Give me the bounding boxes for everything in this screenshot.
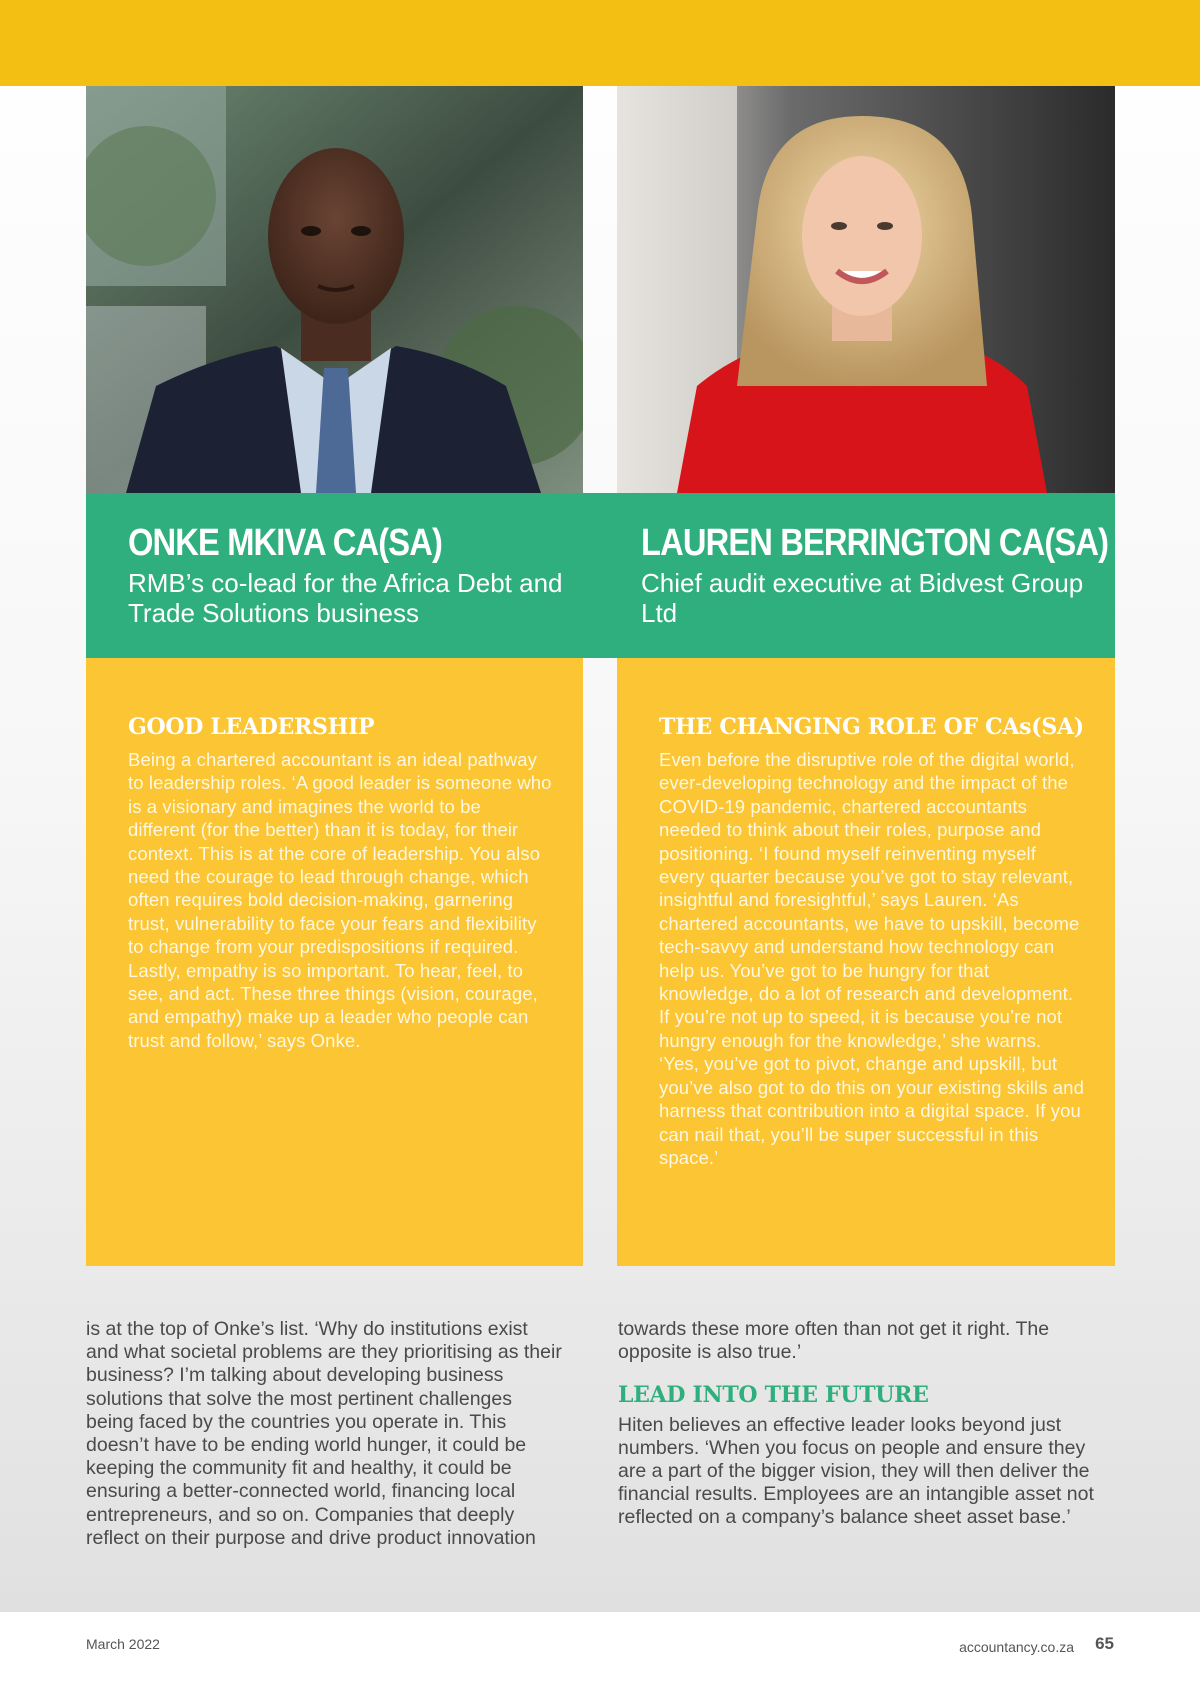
person-name: LAUREN BERRINGTON CA(SA) (641, 522, 1109, 564)
quote-box-changing-role (617, 658, 1115, 1266)
quote-box-good-leadership (86, 658, 583, 1266)
box-heading: THE CHANGING ROLE OF CAs(SA) (659, 714, 1084, 740)
body-paragraph: Hiten believes an effective leader looks beyond just numbers. ‘When you focus on people and ensure they are a part of the bigger vision, they will then deliver the financial results. Employees are an intangible asset not reflected on a company’s balance sheet asset base.’ (618, 1413, 1094, 1529)
website-link[interactable]: accountancy.co.za (959, 1639, 1074, 1655)
name-band (86, 493, 1115, 658)
box-text: Even before the disruptive role of the digital world, ever-developing technology and the impact of the COVID-19 pandemic, chartered accountants needed to think about their roles, purpose and positioning. ‘I found myself reinventing myself every quarter because you’ve got to stay relevant, insightful and foresightful,’ says Lauren. ‘As chartered accountants, we have to upskill, become tech-savvy and understand how technology can help us. You’ve got to be hungry for that knowledge, do a lot of research and development. If you’re not up to speed, it is because you’re not hungry enough for the knowledge,’ she warns. ‘Yes, you’ve got to pivot, change and upskill, but you’ve also got to do this on your existing skills and harness that contribution into a digital space. If you can nail that, you’ll be super successful in this space.’ (659, 749, 1084, 1168)
profile-lauren (641, 522, 1109, 628)
photo-onke-mkiva (86, 86, 583, 493)
box-text: Being a chartered accountant is an ideal pathway to leadership roles. ‘A good leader is someone who is a visionary and imagines the world to be different (for the better) than it is today, for their context. This is at the core of leadership. You also need the courage to lead through change, which often requires bold decision-making, garnering trust, vulnerability to face your fears and flexibility to change from your predispositions if required. Lastly, empathy is so important. To hear, feel, to see, and act. These three things (vision, courage, and empathy) make up a leader who people can trust and follow,’ says Onke. (128, 749, 552, 1051)
body-paragraph: towards these more often than not get it right. The opposite is also true.’ (618, 1318, 1050, 1364)
page-footer (0, 1612, 1200, 1696)
page-number: 65 (1095, 1634, 1114, 1653)
person-name: ONKE MKIVA CA(SA) (128, 522, 442, 564)
body-column-left (86, 1318, 564, 1550)
profile-onke (128, 522, 598, 628)
body-column-right (618, 1318, 1118, 1530)
body-paragraph: is at the top of Onke’s list. ‘Why do institutions exist and what societal problems are they prioritising as their business? I’m talking about developing business solutions that solve the most pertinent challenges being faced by the countries you operate in. This doesn’t have to be ending world hunger, it could be keeping the community fit and healthy, it could be ensuring a better-connected world, financing local entrepreneurs, and so on. Companies that deeply reflect on their purpose and drive product innovation (86, 1318, 562, 1549)
issue-date: March 2022 (86, 1636, 160, 1652)
person-role: RMB’s co-lead for the Africa Debt and Trade Solutions business (128, 568, 563, 628)
section-heading: LEAD INTO THE FUTURE (618, 1382, 929, 1409)
top-color-band (0, 0, 1200, 86)
photo-lauren-berrington (617, 86, 1115, 493)
person-role: Chief audit executive at Bidvest Group Ltd (641, 568, 1084, 628)
box-heading: GOOD LEADERSHIP (128, 714, 375, 740)
